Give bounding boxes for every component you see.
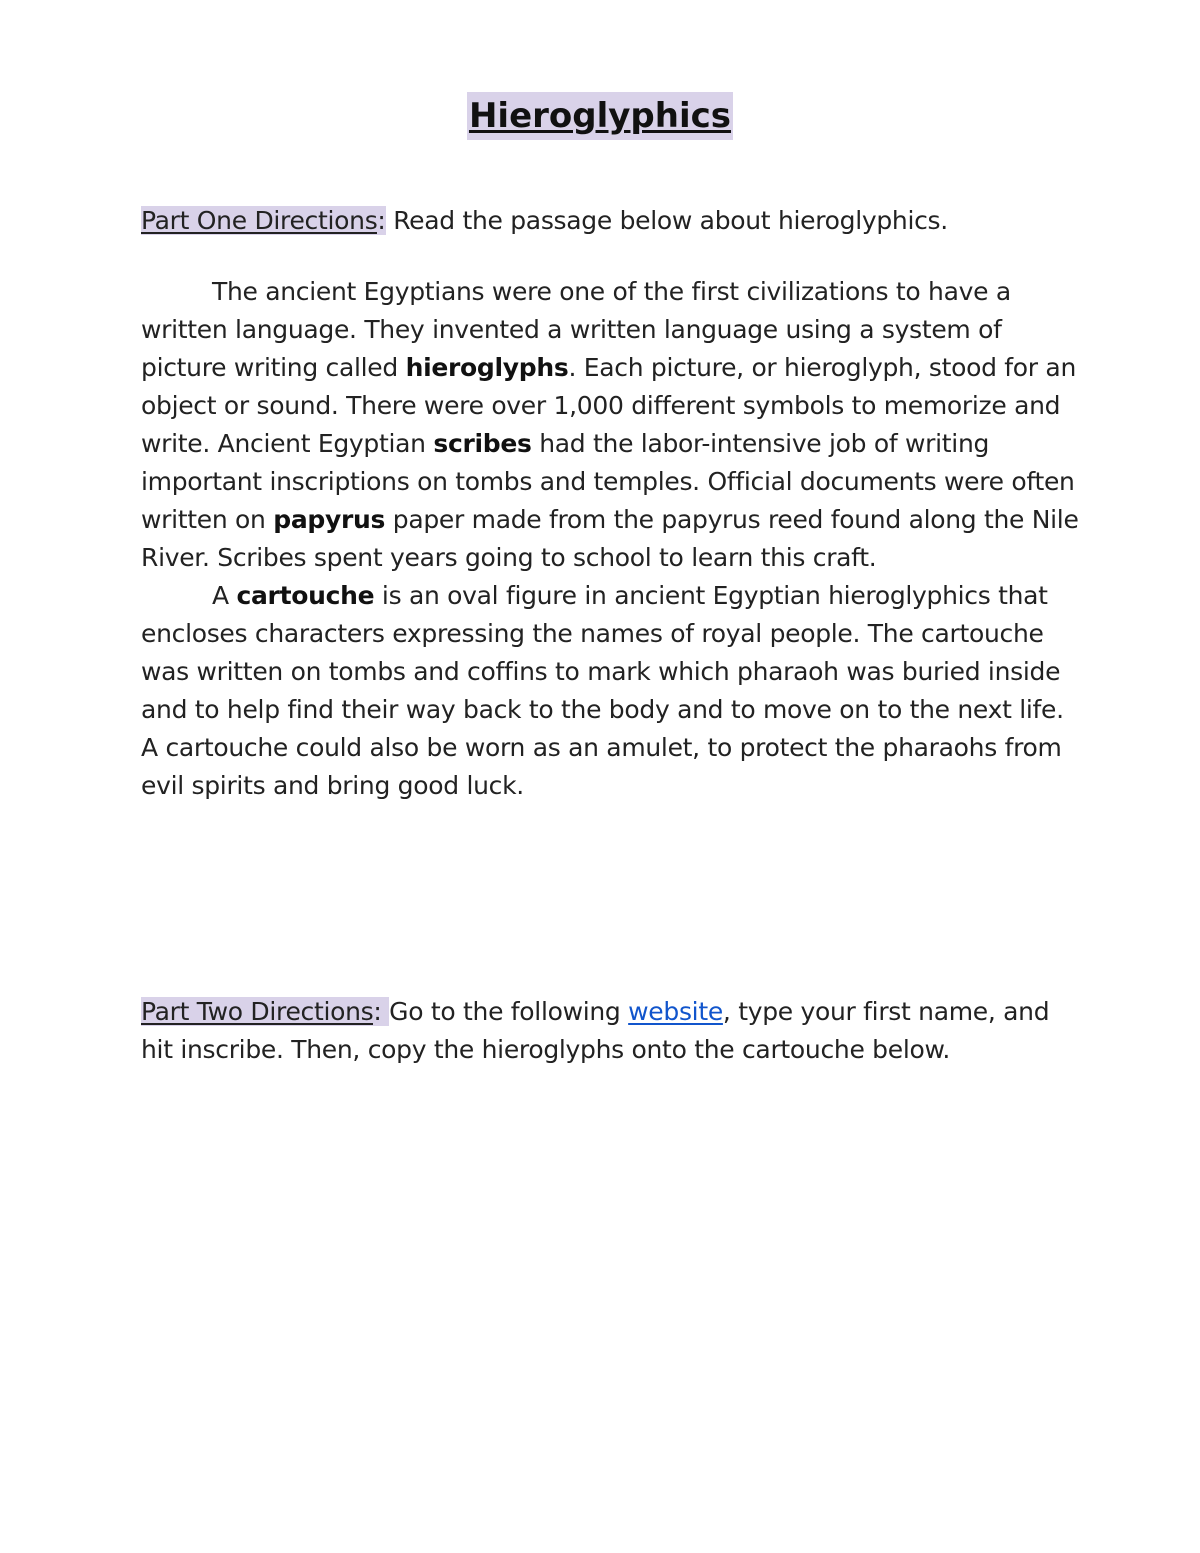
passage-text: had the labor-intensive job of writing important inscriptions on tombs and temples. Official documents were often written on [141, 429, 1075, 534]
term-papyrus: papyrus [273, 505, 386, 534]
part-two-label: Part Two Directions [141, 997, 374, 1026]
passage-text: . Each picture, or hieroglyph, stood for an object or sound. There were over 1,000 different symbols to memorize and write. Ancient Egyptian [141, 353, 1076, 458]
part-one-text: Read the passage below about hieroglyphics. [385, 206, 948, 235]
passage-text: paper made from the papyrus reed found along the Nile River. Scribes spent years going to school to learn this craft. [141, 505, 1079, 572]
passage-paragraph-2 [141, 577, 1081, 805]
part-two-colon: : [373, 997, 390, 1026]
part-two-text-after: , type your first name, and hit inscribe. Then, copy the hieroglyphs onto the cartouche below. [141, 997, 1050, 1064]
term-cartouche: cartouche [236, 581, 375, 610]
passage-text: The ancient Egyptians were one of the first civilizations to have a written language. They invented a written language using a system of picture writing called [141, 277, 1011, 382]
part-one-label: Part One Directions [141, 206, 378, 235]
reading-passage [141, 273, 1081, 805]
passage-paragraph-1 [141, 273, 1081, 577]
part-two-text-before: Go to the following [389, 997, 629, 1026]
part-one-colon: : [377, 206, 386, 235]
part-one-directions [141, 202, 1081, 240]
page-title: Hieroglyphics [467, 92, 733, 140]
passage-text: A [212, 581, 237, 610]
part-two-directions [141, 993, 1081, 1069]
term-scribes: scribes [433, 429, 532, 458]
passage-text: is an oval figure in ancient Egyptian hieroglyphics that encloses characters expressing the names of royal people. The cartouche was written on tombs and coffins to mark which pharaoh was buried inside and to help find their way back to the body and to move on to the next life. A cartouche could also be worn as an amulet, to protect the pharaohs from evil spirits and bring good luck. [141, 581, 1064, 800]
website-link[interactable]: website [628, 997, 723, 1026]
term-hieroglyphs: hieroglyphs [405, 353, 569, 382]
title-container [0, 92, 1200, 140]
